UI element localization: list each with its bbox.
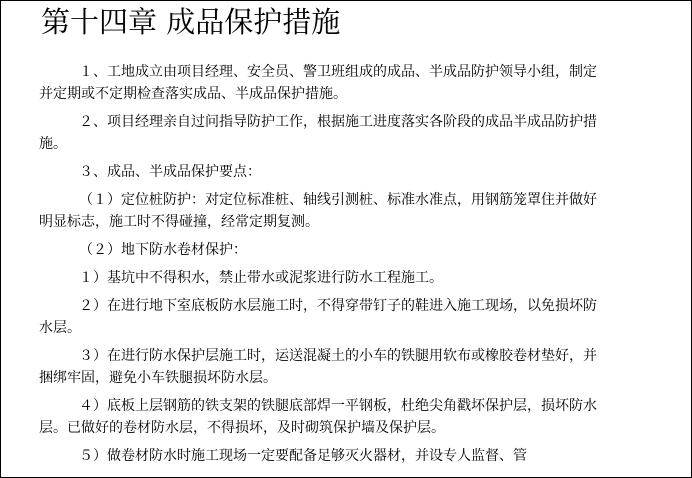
paragraph-8: ３）在进行防水保护层施工时，运送混凝土的小车的铁腿用软布或橡胶卷材垫好，并捆绑牢固，避免小车铁腿损坏防水层。 <box>39 348 597 386</box>
document-body <box>39 61 599 473</box>
paragraph-5: （２）地下防水卷材保护： <box>79 242 247 258</box>
chapter-title: 第十四章 成品保护措施 <box>41 5 341 39</box>
paragraph-3: ３、成品、半成品保护要点： <box>79 164 261 180</box>
paragraph-1: １、工地成立由项目经理、安全员、警卫班组成的成品、半成品防护领导小组，制定并定期或不定期检查落实成品、半成品保护措施。 <box>39 64 597 102</box>
paragraph-2: ２、项目经理亲自过问指导防护工作，根据施工进度落实各阶段的成品半成品防护措施。 <box>39 114 597 152</box>
paragraph-9: ４）底板上层钢筋的铁支架的铁腿底部焊一平钢板，杜绝尖角戳坏保护层，损坏防水层。已做好的卷材防水层，不得损坏，及时砌筑保护墙及保护层。 <box>39 398 597 436</box>
paragraph-6: １）基坑中不得积水，禁止带水或泥浆进行防水工程施工。 <box>79 270 443 286</box>
paragraph-7: ２）在进行地下室底板防水层施工时，不得穿带钉子的鞋进入施工现场，以免损坏防水层。 <box>39 298 597 336</box>
paragraph-4: （１）定位桩防护：对定位标准桩、轴线引测桩、标准水准点，用钢筋笼罩住并做好明显标志，施工时不得碰撞，经常定期复测。 <box>39 192 597 230</box>
paragraph-10: ５）做卷材防水时施工现场一定要配备足够灭火器材，并设专人监督、管 <box>79 448 527 464</box>
